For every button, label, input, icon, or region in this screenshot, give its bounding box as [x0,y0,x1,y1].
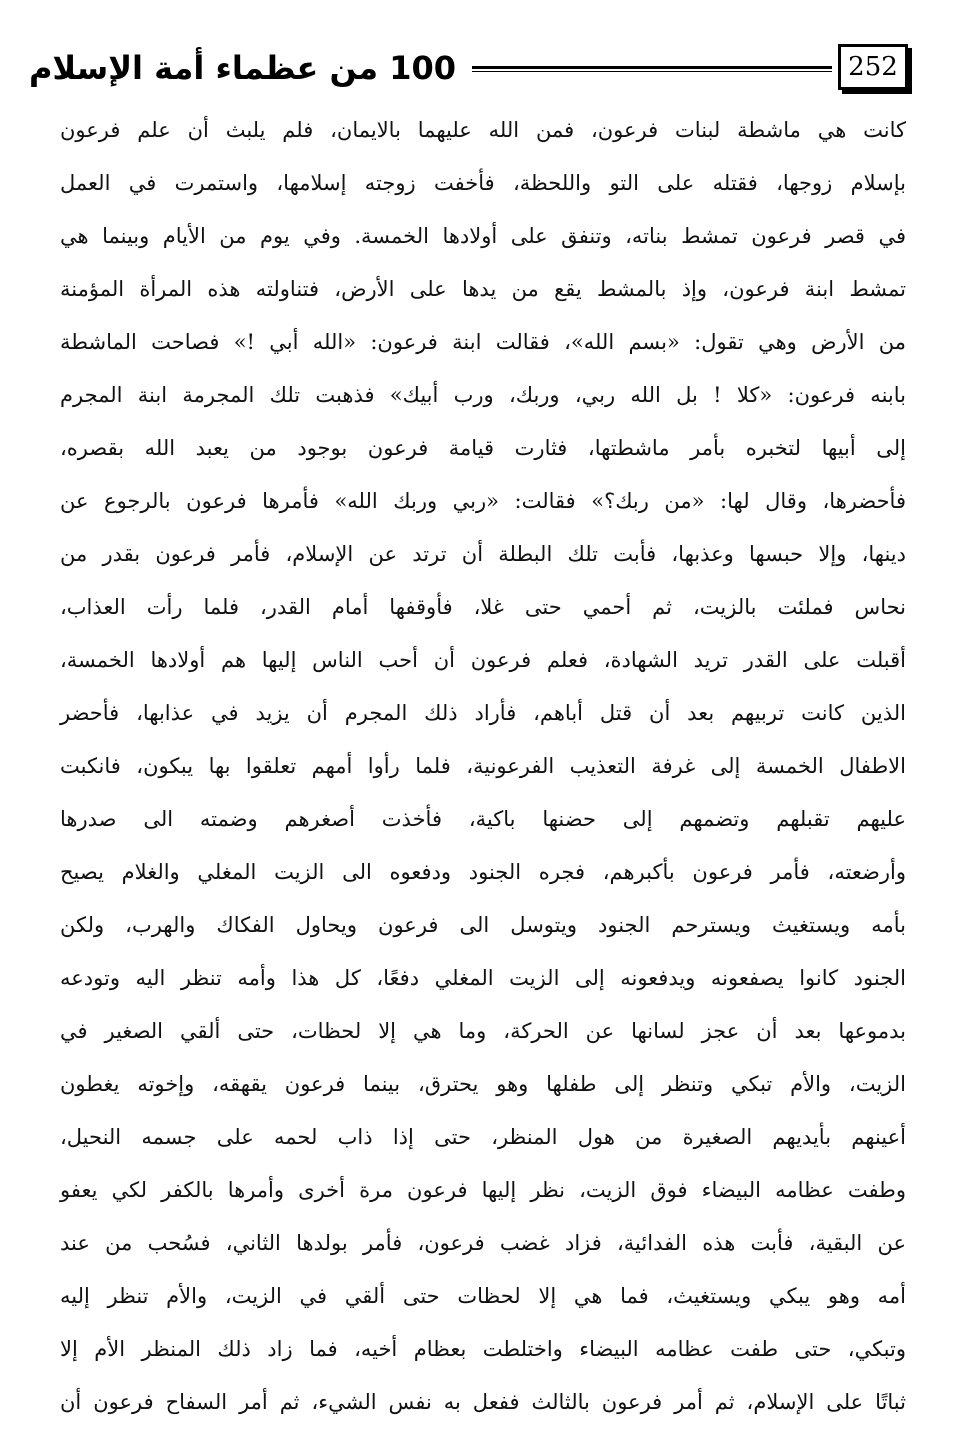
text-line: الذين كانت تربيهم بعد أن قتل أباهم، فأراد ذلك المجرم أن يزيد في عذابها، فأحضر [60,701,906,725]
text-line: وأرضعته، فأمر فرعون بأكبرهم، فجره الجنود ودفعوه الى الزيت المغلي والغلام يصيح [60,860,906,884]
header-divider-line [472,66,832,72]
text-line: ثباتًا على الإسلام، ثم أمر فرعون بالثالث ففعل به نفس الشيء، ثم أمر السفاح فرعون أن [60,1390,906,1414]
text-line: تمشط ابنة فرعون، وإذ بالمشط يقع من يدها على الأرض، فتناولته هذه المرأة المؤمنة [60,277,906,301]
text-line: إلى أبيها لتخبره بأمر ماشطتها، فثارت قيامة فرعون بوجود من يعبد الله بقصره، [60,436,906,460]
body-text [60,104,906,1429]
text-line: بابنه فرعون: «كلا ! بل الله ربي، وربك، ورب أبيك» فذهبت تلك المجرمة ابنة المجرم [60,383,906,407]
text-line: كانت هي ماشطة لبنات فرعون، فمن الله عليهما بالايمان، فلم يلبث أن علم فرعون [60,118,906,142]
book-title: 100 من عظماء أمة الإسلام [28,49,456,87]
text-line: وتبكي، حتى طفت عظامه البيضاء واختلطت بعظام أخيه، فما زاد ذلك المنظر الأم إلا [60,1337,906,1361]
text-line: وطفت عظامه البيضاء فوق الزيت، نظر إليها فرعون مرة أخرى وأمرها بالكفر لكي يعفو [60,1178,906,1202]
text-line: الزيت، والأم تبكي وتنظر إلى طفلها وهو يحترق، بينما فرعون يقهقه، وإخوته يغطون [60,1072,906,1096]
text-line: بأمه ويستغيث ويسترحم الجنود ويتوسل الى فرعون ويحاول الفكاك والهرب، ولكن [60,913,906,937]
text-line: دينها، وإلا حبسها وعذبها، فأبت تلك البطلة أن ترتد عن الإسلام، فأمر فرعون بقدر من [60,542,906,566]
text-line: أمه وهو يبكي ويستغيث، فما هي إلا لحظات حتى ألقي في الزيت، والأم تنظر إليه [60,1284,906,1308]
text-line: عليهم تقبلهم وتضمهم إلى حضنها باكية، فأخذت أصغرهم وضمته الى صدرها [60,807,906,831]
text-line: بدموعها بعد أن عجز لسانها عن الحركة، وما هي إلا لحظات، حتى ألقي الصغير في [60,1019,907,1043]
text-line: عن البقية، فأبت هذه الفدائية، فزاد غضب فرعون، فأمر بولدها الثاني، فسُحب من عند [60,1231,906,1255]
text-line: في قصر فرعون تمشط بناته، وتنفق على أولادها الخمسة. وفي يوم من الأيام وبينما هي [60,224,906,248]
text-line: أقبلت على القدر تريد الشهادة، فعلم فرعون أن أحب الناس إليها هم أولادها الخمسة، [60,648,906,672]
text-line: الاطفال الخمسة إلى غرفة التعذيب الفرعونية، فلما رأوا أمهم تعلقوا بها يبكون، فانكبت [60,754,906,778]
page-number: 252 [838,44,908,90]
text-line: بإسلام زوجها، فقتله على التو واللحظة، فأخفت زوجته إسلامها، واستمرت في العمل [60,171,906,195]
text-line: الجنود كانوا يصفعونه ويدفعونه إلى الزيت المغلي دفعًا، كل هذا وأمه تنظر اليه وتودعه [60,966,906,990]
text-line: فأحضرها، وقال لها: «من ربك؟» فقالت: «ربي وربك الله» فأمرها فرعون بالرجوع عن [60,489,906,513]
text-line: من الأرض وهي تقول: «بسم الله»، فقالت ابنة فرعون: «الله أبي !» فصاحت الماشطة [60,330,906,354]
page-header [28,40,910,98]
text-line: أعينهم بأيديهم الصغيرة من هول المنظر، حتى إذا ذاب لحمه على جسمه النحيل، [60,1125,906,1149]
text-line: نحاس فملئت بالزيت، ثم أحمي حتى غلا، فأوقفها أمام القدر، فلما رأت العذاب، [60,595,906,619]
